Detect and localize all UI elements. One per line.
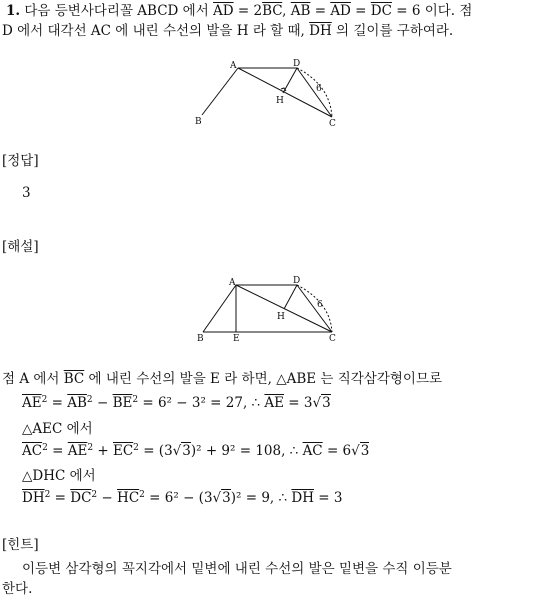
label-six: 6 (317, 300, 323, 310)
segment-AB (202, 68, 238, 115)
label-A: A (229, 278, 236, 288)
answer-value: 3 (22, 185, 31, 201)
label-D: D (293, 276, 301, 286)
label-D: D (293, 59, 301, 69)
segment-DC (297, 68, 332, 117)
segment-AB (203, 285, 236, 332)
equation-ac: $\overline{AC}^2 = \overline{AE}^2 + \overline{EC}^2 = (3√3)^2 + 9^2 = 108$, ∴ $\overline{AC} = 6√3$ (22, 443, 370, 459)
problem-line-2: D 에서 대각선 AC 에 내린 수선의 발을 H 라 할 때, $\overline{DH}$ 의 길이를 구하여라. (2, 23, 454, 39)
answer-header: [정답] (2, 153, 39, 169)
problem-line-1: 1. 다음 등변사다리꼴 ABCD 에서 $\overline{AD} = 2\overline{BC}$, $\overline{AB} = \overline{AD} = \overline{DC} = 6$ 이다. 점 (6, 3, 473, 19)
label-six: 6 (316, 84, 322, 94)
label-C: C (329, 334, 336, 344)
hint-line-2: 한다. (2, 581, 33, 597)
label-H: H (276, 96, 284, 106)
hint-header: [힌트] (2, 537, 39, 553)
segment-DH (284, 285, 297, 309)
label-A: A (230, 61, 237, 71)
label-B: B (195, 117, 202, 127)
dhc-label: △DHC 에서 (22, 468, 96, 484)
hint-line-1: 이등변 삼각형의 꼭지각에서 밑변에 내린 수선의 발은 밑변을 수직 이등분 (22, 561, 452, 577)
solution-figure (193, 272, 343, 344)
label-H: H (277, 312, 285, 322)
solution-header: [해설] (2, 239, 39, 255)
aec-label: △AEC 에서 (22, 421, 93, 437)
label-E: E (233, 334, 240, 344)
trapezoid-figure (190, 55, 350, 130)
equation-ae: $\overline{AE}^2 = \overline{AB}^2 - \overline{BE}^2 = 6^2 - 3^2 = 27$, ∴ $\overline{AE} = 3√3$ (22, 395, 331, 411)
equation-dh: $\overline{DH}^2 = \overline{DC}^2 - \overline{HC}^2 = 6^2 - (3√3)^2 = 9$, ∴ $\overline{DH} = 3$ (22, 490, 343, 506)
segment-DC (297, 285, 332, 332)
label-C: C (329, 119, 336, 129)
problem-number: 1. (6, 3, 21, 19)
solution-intro: 점 A 에서 $\overline{BC}$ 에 내린 수선의 발을 E 라 하면, △ABE 는 직각삼각형이므로 (2, 371, 443, 387)
label-B: B (197, 334, 204, 344)
